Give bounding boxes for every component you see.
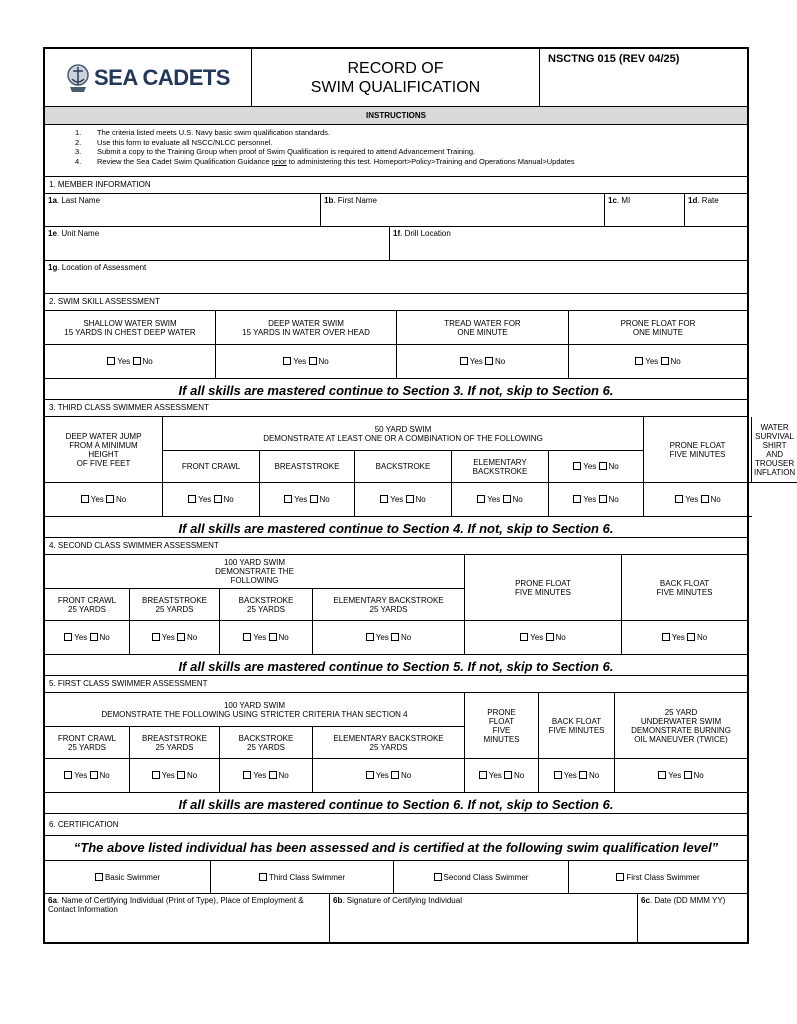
- section3-heading: 3. THIRD CLASS SWIMMER ASSESSMENT: [49, 403, 209, 412]
- elementary-backstroke-header: ELEMENTARY BACKSTROKE: [452, 451, 549, 483]
- unit-name-field[interactable]: 1e. Unit Name: [45, 227, 390, 260]
- section6-heading: 6. CERTIFICATION: [49, 820, 119, 829]
- instruction-item: 2. Use this form to evaluate all NSCC/NLCC personnel.: [75, 137, 273, 147]
- section3-grid: [45, 417, 796, 517]
- yes-no-choice[interactable]: Yes No: [45, 483, 163, 517]
- tread-water-header: TREAD WATER FOR ONE MINUTE: [397, 311, 569, 344]
- backstroke-header: BACKSTROKE: [355, 451, 452, 483]
- yes-no-choice[interactable]: Yes No: [220, 621, 313, 655]
- section3-banner-row: [45, 517, 747, 538]
- form-number: NSCTNG 015 (REV 04/25): [548, 53, 680, 65]
- section4-banner-row: [45, 655, 747, 676]
- yes-no-choice[interactable]: Yes No: [313, 621, 465, 655]
- instruction-item: 3. Submit a copy to the Training Group when proof of Swim Qualification is required to attend Advancement Training.: [75, 147, 476, 156]
- yes-no-choice[interactable]: Yes No: [220, 759, 313, 793]
- title-line1: RECORD OF: [347, 59, 444, 77]
- backstroke-header: BACKSTROKE 25 YARDS: [220, 589, 313, 621]
- certification-statement-row: [45, 836, 747, 861]
- instructions-list: [45, 125, 747, 177]
- swim-qualification-form: [43, 47, 796, 944]
- certification-date-field[interactable]: 6c. Date (DD MMM YY): [641, 896, 726, 905]
- form-header: [45, 49, 747, 107]
- section5-grid: [45, 693, 747, 793]
- yes-no-choice[interactable]: Yes No: [216, 345, 397, 378]
- instructions-heading: INSTRUCTIONS: [366, 111, 426, 120]
- mi-field[interactable]: 1c. MI: [605, 194, 685, 226]
- certifier-row: [45, 894, 747, 942]
- yes-no-choice[interactable]: Yes No: [644, 483, 752, 517]
- section2-heading: 2. SWIM SKILL ASSESSMENT: [49, 297, 160, 306]
- section6-heading-row: [45, 814, 747, 836]
- yes-no-choice[interactable]: Yes No: [397, 345, 569, 378]
- form-title: [252, 49, 540, 106]
- breaststroke-header: BREASTSTROKE: [260, 451, 355, 483]
- section4-banner: If all skills are mastered continue to Section 5. If not, skip to Section 6.: [178, 659, 614, 674]
- section5-heading-row: [45, 676, 747, 693]
- certifier-name-field[interactable]: 6a. Name of Certifying Individual (Print of Type), Place of Employment & Contact Information: [45, 894, 330, 942]
- certification-statement: “The above listed individual has been assessed and is certified at the following swim qualification level”: [73, 840, 719, 855]
- section3-banner: If all skills are mastered continue to Section 4. If not, skip to Section 6.: [178, 521, 614, 536]
- second-class-swimmer-option[interactable]: Second Class Swimmer: [394, 861, 569, 893]
- yes-no-choice[interactable]: Yes No: [130, 621, 220, 655]
- yes-no-choice[interactable]: Yes No: [465, 621, 622, 655]
- elementary-backstroke-header: ELEMENTARY BACKSTROKE 25 YARDS: [313, 589, 465, 621]
- yes-no-choice[interactable]: Yes No: [45, 345, 216, 378]
- yes-no-choice[interactable]: Yes No: [45, 621, 130, 655]
- deep-water-swim-header: DEEP WATER SWIM 15 YARDS IN WATER OVER HEAD: [216, 311, 397, 344]
- section3-heading-row: [45, 400, 747, 417]
- instruction-item: 1. The criteria listed meets U.S. Navy basic swim qualification standards.: [75, 128, 331, 137]
- yes-no-choice[interactable]: Yes No: [539, 759, 615, 793]
- shallow-water-swim-header: SHALLOW WATER SWIM 15 YARDS IN CHEST DEEP WATER: [45, 311, 216, 344]
- section2-heading-row: [45, 294, 747, 311]
- section2-banner: If all skills are mastered continue to Section 3. If not, skip to Section 6.: [178, 383, 614, 398]
- section2-yesno-row: [45, 345, 747, 379]
- underwater-swim-header: 25 YARD UNDERWATER SWIM DEMONSTRATE BURNING OIL MANEUVER (TWICE): [615, 693, 747, 759]
- instruction-item: 4. Review the Sea Cadet Swim Qualification Guidance prior to administering this test. Homeport>Policy>Training and Operations Manual>Updates: [75, 156, 575, 166]
- section4-heading: 4. SECOND CLASS SWIMMER ASSESSMENT: [49, 541, 219, 550]
- breaststroke-header: BREASTSTROKE 25 YARDS: [130, 727, 220, 759]
- front-crawl-header: FRONT CRAWL: [163, 451, 260, 483]
- front-crawl-header: FRONT CRAWL 25 YARDS: [45, 727, 130, 759]
- assessment-location-field[interactable]: 1g. Location of Assessment: [48, 263, 147, 272]
- yes-no-choice[interactable]: Yes No: [622, 621, 747, 655]
- last-name-field[interactable]: 1a. Last Name: [45, 194, 321, 226]
- prone-float-header: PRONE FLOAT FIVE MINUTES: [465, 693, 539, 759]
- yes-no-choice[interactable]: Yes No: [355, 483, 452, 517]
- sea-cadets-emblem-icon: [66, 63, 90, 93]
- yes-no-choice[interactable]: Yes No: [45, 759, 130, 793]
- section1-heading-row: [45, 177, 747, 194]
- prone-float-header: PRONE FLOAT FIVE MINUTES: [465, 555, 622, 621]
- yes-no-choice[interactable]: Yes No: [549, 483, 644, 517]
- prone-float-header: PRONE FLOAT FOR ONE MINUTE: [620, 318, 696, 337]
- instructions-heading-row: [45, 107, 747, 125]
- yes-no-choice[interactable]: Yes No: [313, 759, 465, 793]
- yes-no-choice[interactable]: Yes No: [569, 345, 747, 378]
- section2-skills-row: [45, 311, 747, 345]
- section5-banner-row: [45, 793, 747, 814]
- section5-heading: 5. FIRST CLASS SWIMMER ASSESSMENT: [49, 679, 208, 688]
- fifty-yard-swim-header: 50 YARD SWIM DEMONSTRATE AT LEAST ONE OR A COMBINATION OF THE FOLLOWING: [163, 417, 644, 451]
- certification-levels-row: [45, 861, 747, 894]
- hundred-yard-swim-header: 100 YARD SWIM DEMONSTRATE THE FOLLOWING USING STRICTER CRITERIA THAN SECTION 4: [45, 693, 465, 727]
- certifier-signature-field[interactable]: 6b. Signature of Certifying Individual: [330, 894, 638, 942]
- section5-banner: If all skills are mastered continue to Section 6. If not, skip to Section 6.: [178, 797, 614, 812]
- section1-row3: [45, 261, 747, 294]
- yes-no-choice[interactable]: Yes No: [452, 483, 549, 517]
- yes-no-choice[interactable]: Yes No: [163, 483, 260, 517]
- elementary-backstroke-header: ELEMENTARY BACKSTROKE 25 YARDS: [313, 727, 465, 759]
- yes-no-choice[interactable]: Yes No: [260, 483, 355, 517]
- section4-grid: [45, 555, 747, 655]
- third-class-swimmer-option[interactable]: Third Class Swimmer: [211, 861, 394, 893]
- back-float-header: BACK FLOAT FIVE MINUTES: [539, 693, 615, 759]
- section1-row2: [45, 227, 747, 261]
- section1-row1: [45, 194, 747, 227]
- yes-no-choice[interactable]: Yes No: [615, 759, 747, 793]
- section2-banner-row: [45, 379, 747, 400]
- drill-location-field[interactable]: 1f. Drill Location: [393, 229, 451, 238]
- first-class-swimmer-option[interactable]: First Class Swimmer: [569, 861, 747, 893]
- basic-swimmer-option[interactable]: Basic Swimmer: [45, 861, 211, 893]
- rate-field[interactable]: 1d. Rate: [688, 196, 719, 205]
- back-float-header: BACK FLOAT FIVE MINUTES: [622, 555, 747, 621]
- hundred-yard-swim-header: 100 YARD SWIM DEMONSTRATE THE FOLLOWING: [45, 555, 465, 589]
- logo-text: SEA CADETS: [94, 64, 230, 90]
- yes-no-choice[interactable]: Yes No: [465, 759, 539, 793]
- first-name-field[interactable]: 1b. First Name: [321, 194, 605, 226]
- section1-heading: 1. MEMBER INFORMATION: [49, 180, 151, 189]
- water-survival-header: WATER SURVIVAL SHIRT AND TROUSER INFLATION: [752, 417, 797, 483]
- title-line2: SWIM QUALIFICATION: [310, 78, 481, 96]
- prone-float-header: PRONE FLOAT FIVE MINUTES: [644, 417, 752, 483]
- yes-no-choice[interactable]: Yes No: [549, 451, 644, 483]
- sea-cadets-logo: [45, 49, 252, 106]
- deep-water-jump-header: DEEP WATER JUMP FROM A MINIMUM HEIGHT OF FIVE FEET: [45, 417, 163, 483]
- front-crawl-header: FRONT CRAWL 25 YARDS: [45, 589, 130, 621]
- section4-heading-row: [45, 538, 747, 555]
- breaststroke-header: BREASTSTROKE 25 YARDS: [130, 589, 220, 621]
- yes-no-choice[interactable]: Yes No: [130, 759, 220, 793]
- backstroke-header: BACKSTROKE 25 YARDS: [220, 727, 313, 759]
